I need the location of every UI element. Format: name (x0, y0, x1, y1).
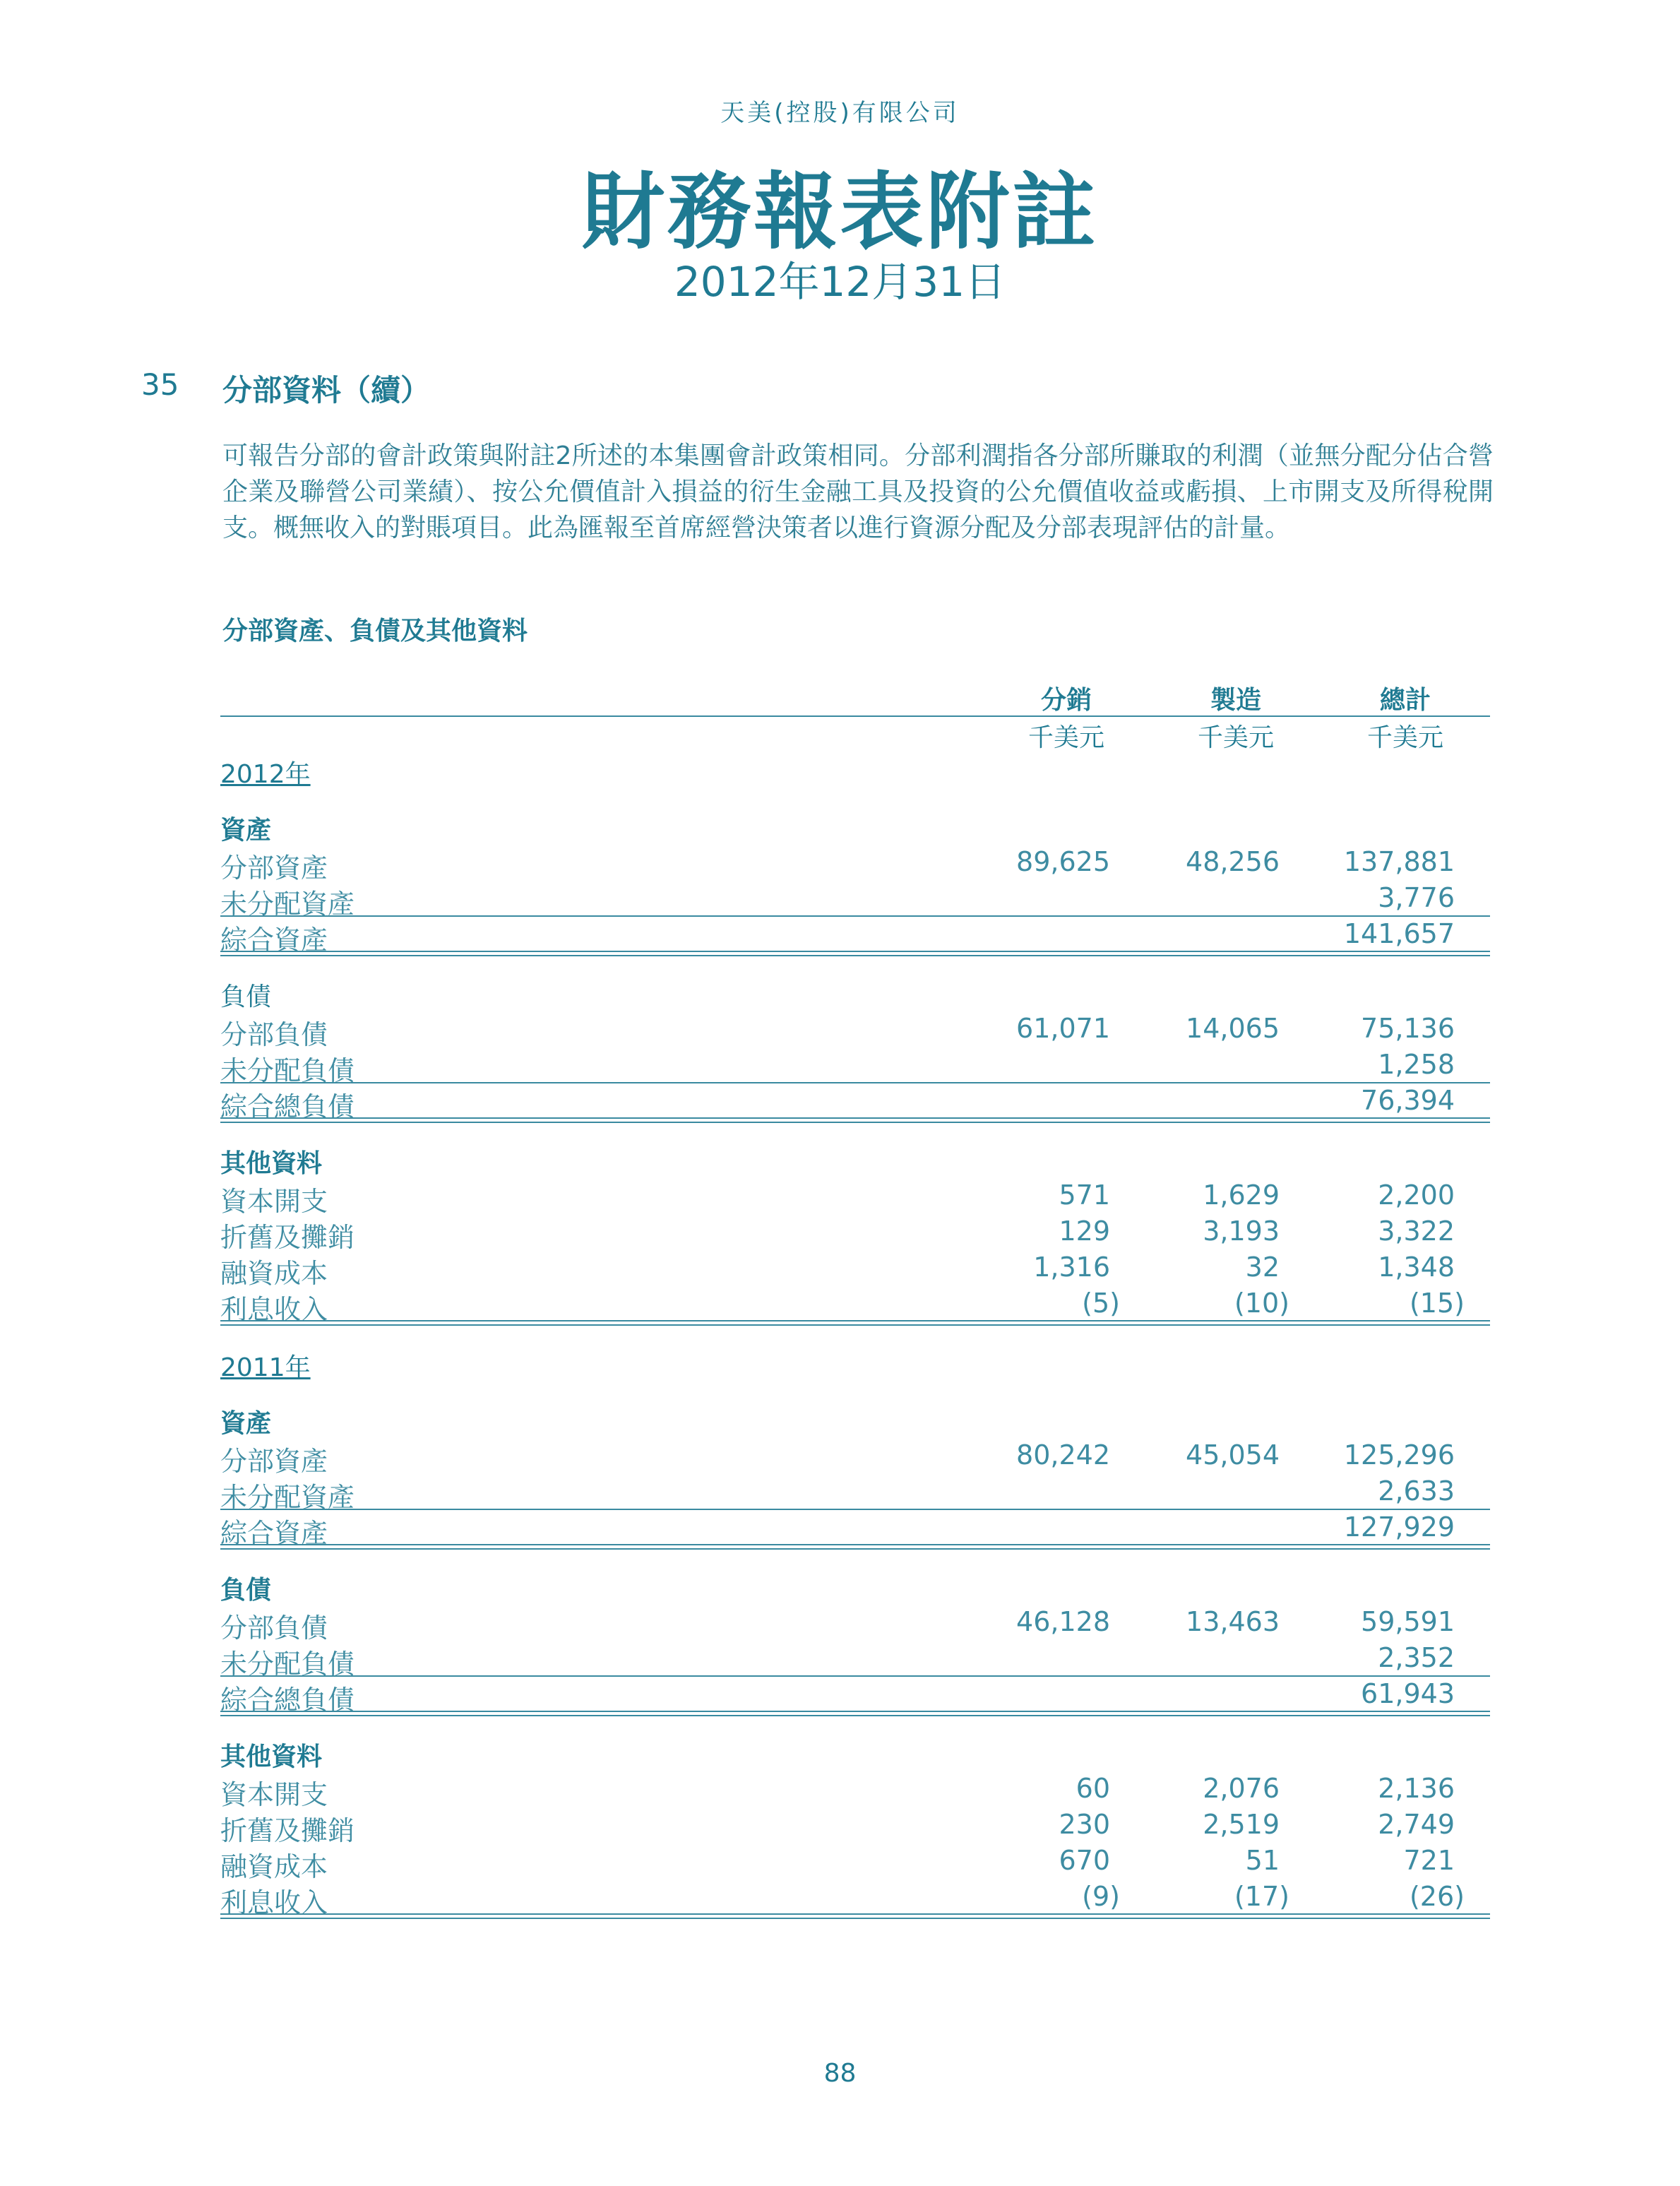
assets-heading-2012: 資產 (220, 816, 272, 845)
assets-heading-2011: 資產 (220, 1409, 272, 1438)
cell: (17) (1234, 1881, 1289, 1912)
column-header-manufacturing: 製造 (1210, 686, 1261, 715)
rule (220, 1675, 1490, 1677)
cell: 127,929 (1343, 1511, 1455, 1543)
cell: 137,881 (1343, 846, 1455, 877)
rule (220, 1082, 1490, 1083)
row-label: 未分配負債 (220, 1649, 355, 1680)
row-label: 分部資產 (220, 1446, 328, 1477)
double-rule (220, 951, 1490, 956)
row-label: 融資成本 (220, 1851, 328, 1882)
row-label: 未分配負債 (220, 1055, 355, 1086)
other-heading-2011: 其他資料 (220, 1742, 323, 1771)
liabilities-heading-2011: 負債 (220, 1576, 272, 1605)
cell: 80,242 (1016, 1439, 1110, 1471)
cell: 1,629 (1203, 1180, 1280, 1211)
row-label: 未分配資產 (220, 889, 355, 920)
unit-total: 千美元 (1366, 723, 1443, 752)
double-rule (220, 1320, 1490, 1326)
sub-heading: 分部資產、負債及其他資料 (222, 617, 528, 646)
cell: 2,076 (1203, 1773, 1280, 1804)
cell: 3,322 (1378, 1216, 1455, 1247)
double-rule (220, 1544, 1490, 1550)
cell: 2,200 (1378, 1180, 1455, 1211)
cell: 61,071 (1016, 1013, 1110, 1044)
rule (220, 915, 1490, 917)
row-label: 資本開支 (220, 1779, 328, 1810)
cell: 1,316 (1033, 1252, 1110, 1283)
cell: 2,352 (1378, 1642, 1455, 1673)
row-label: 未分配資產 (220, 1482, 355, 1513)
cell: 571 (1059, 1180, 1110, 1211)
page-number: 88 (823, 2059, 857, 2088)
cell: 230 (1059, 1809, 1110, 1840)
section-number: 35 (141, 367, 179, 402)
cell: (10) (1234, 1288, 1289, 1319)
cell: 129 (1059, 1216, 1110, 1247)
cell: 721 (1403, 1845, 1455, 1876)
cell: 2,136 (1378, 1773, 1455, 1804)
cell: (26) (1409, 1881, 1465, 1912)
row-label: 綜合總負債 (220, 1685, 355, 1716)
cell: 76,394 (1361, 1085, 1455, 1116)
cell: 60 (1076, 1773, 1110, 1804)
row-label: 利息收入 (220, 1294, 328, 1325)
year-2012: 2012年 (220, 760, 311, 789)
cell: 125,296 (1343, 1439, 1455, 1471)
cell: 51 (1245, 1845, 1280, 1876)
cell: 670 (1059, 1845, 1110, 1876)
row-label: 融資成本 (220, 1258, 328, 1289)
row-label: 折舊及攤銷 (220, 1815, 355, 1846)
cell: 1,258 (1378, 1049, 1455, 1080)
cell: 89,625 (1016, 846, 1110, 877)
double-rule (220, 1711, 1490, 1716)
cell: 2,749 (1378, 1809, 1455, 1840)
cell: 61,943 (1361, 1678, 1455, 1709)
report-date: 2012年12月31日 (674, 258, 1006, 306)
row-label: 綜合總負債 (220, 1091, 355, 1122)
row-label: 利息收入 (220, 1887, 328, 1918)
row-label: 綜合資產 (220, 1518, 328, 1549)
cell: 1,348 (1378, 1252, 1455, 1283)
column-header-total: 總計 (1379, 686, 1431, 715)
cell: 141,657 (1343, 918, 1455, 949)
double-rule (220, 1913, 1490, 1919)
cell: 45,054 (1186, 1439, 1280, 1471)
row-label: 分部負債 (220, 1019, 328, 1050)
cell: 46,128 (1016, 1606, 1110, 1637)
double-rule (220, 1117, 1490, 1123)
cell: 3,193 (1203, 1216, 1280, 1247)
year-2011: 2011年 (220, 1353, 311, 1382)
row-label: 折舊及攤銷 (220, 1222, 355, 1253)
unit-manufacturing: 千美元 (1197, 723, 1274, 752)
cell: (15) (1409, 1288, 1465, 1319)
cell: 48,256 (1186, 846, 1280, 877)
cell: 59,591 (1361, 1606, 1455, 1637)
section-paragraph: 可報告分部的會計政策與附註2所述的本集團會計政策相同。分部利潤指各分部所賺取的利潤（並無分配分佔合營企業及聯營公司業績）、按公允價值計入損益的衍生金融工具及投資的公允價值收益或虧損、上市開支及所得稅開支。概無收入的對賬項目。此為匯報至首席經營決策者以進行資源分配及分部表現評估的計量。 (222, 441, 1494, 542)
cell: 13,463 (1186, 1606, 1280, 1637)
row-label: 綜合資產 (220, 925, 328, 956)
page-title: 財務報表附註 (581, 163, 1099, 261)
cell: 14,065 (1186, 1013, 1280, 1044)
row-label: 分部資產 (220, 853, 328, 884)
cell: 32 (1245, 1252, 1280, 1283)
liabilities-heading-2012: 負債 (220, 982, 272, 1011)
column-header-distribution: 分銷 (1040, 686, 1092, 715)
cell: (9) (1082, 1881, 1120, 1912)
other-heading-2012: 其他資料 (220, 1149, 323, 1178)
cell: (5) (1082, 1288, 1120, 1319)
cell: 3,776 (1378, 882, 1455, 913)
cell: 75,136 (1361, 1013, 1455, 1044)
section-title: 分部資料（續） (222, 373, 431, 408)
row-label: 資本開支 (220, 1186, 328, 1217)
header-rule (220, 715, 1490, 717)
company-name: 天美(控股)有限公司 (720, 99, 960, 127)
cell: 2,519 (1203, 1809, 1280, 1840)
cell: 2,633 (1378, 1475, 1455, 1507)
row-label: 分部負債 (220, 1612, 328, 1644)
rule (220, 1509, 1490, 1510)
unit-distribution: 千美元 (1027, 723, 1104, 752)
